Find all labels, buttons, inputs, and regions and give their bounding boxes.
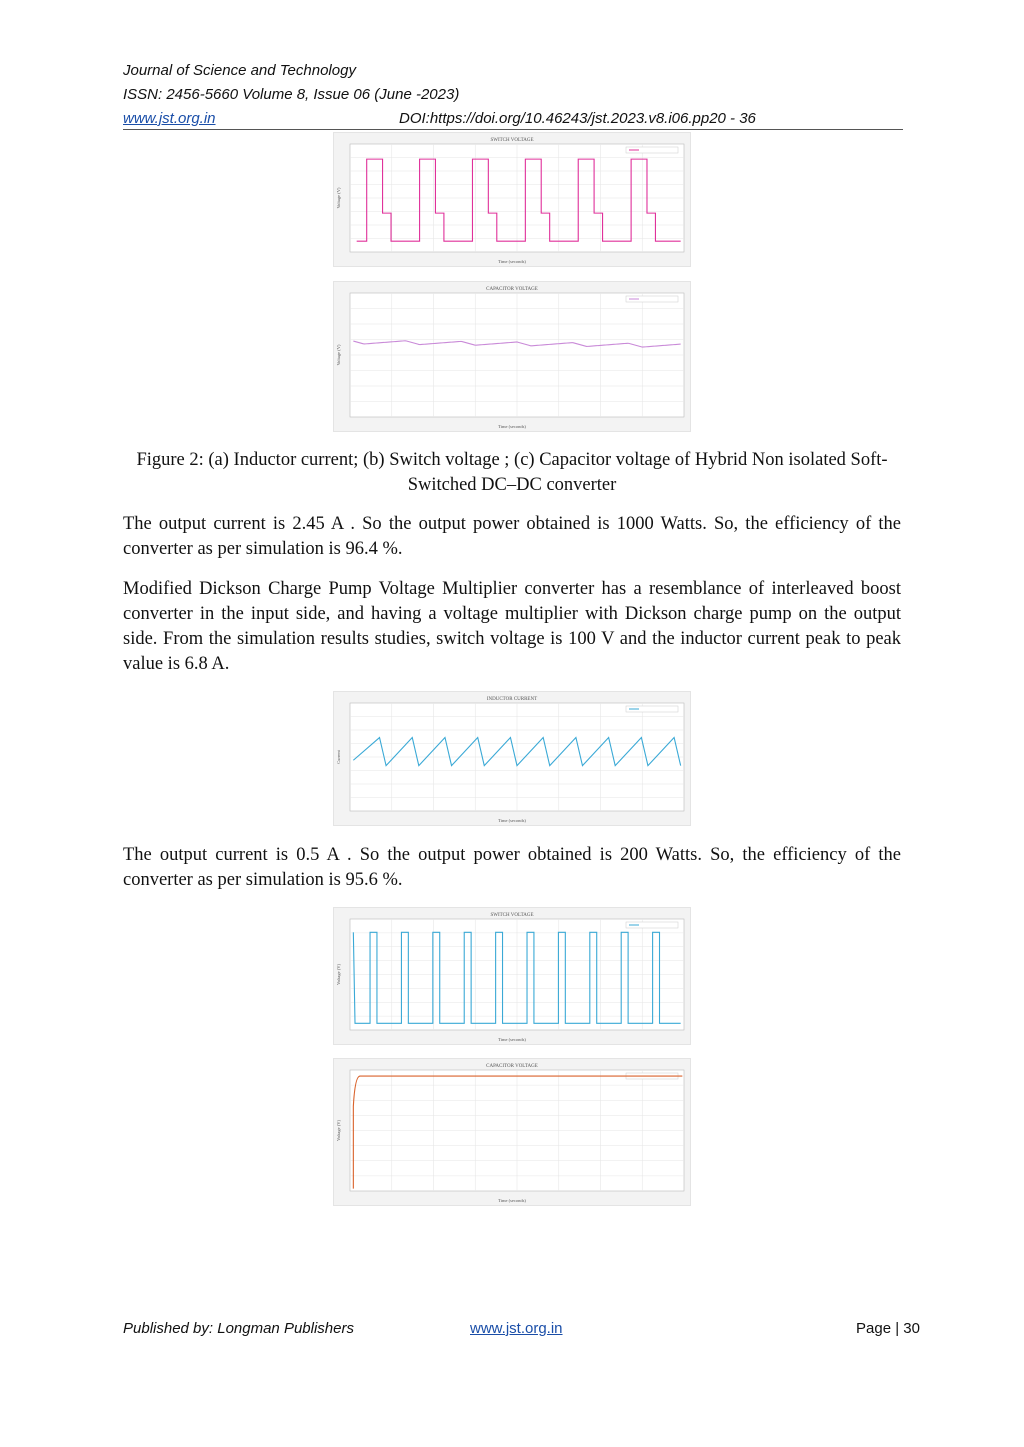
paragraph-dickson: Modified Dickson Charge Pump Voltage Multiplier converter has a resemblance of interleaved boost converter in the input side, and having a voltage multiplier with Dickson charge pump on the output side. From the simulation results studies, switch voltage is 100 V and the inductor current peak to peak value is 6.8 A.	[123, 579, 901, 674]
plot4-ylabel: Voltage (V)	[336, 963, 341, 986]
plot3-title: INDUCTOR CURRENT	[486, 697, 538, 702]
journal-title: Journal of Science and Technology	[123, 62, 356, 79]
plot4-title: SWITCH VOLTAGE	[490, 913, 534, 918]
footer-page-number: Page | 30	[856, 1320, 920, 1337]
plot2-svg	[334, 282, 690, 431]
header-website-link[interactable]: www.jst.org.in	[123, 110, 216, 127]
switch-voltage-plot-1	[333, 132, 691, 267]
inductor-current-plot	[333, 691, 691, 826]
plot1-xlabel: Time (seconds)	[498, 259, 526, 264]
switch-voltage-plot-2	[333, 907, 691, 1045]
footer-website-link[interactable]: www.jst.org.in	[470, 1320, 563, 1337]
capacitor-voltage-plot-2	[333, 1058, 691, 1206]
header-rule	[123, 129, 903, 130]
paragraph-output-2: The output current is 0.5 A . So the output power obtained is 200 Watts. So, the efficiency of the converter as per simulation is 95.6 %.	[123, 845, 901, 890]
paragraph-output-1: The output current is 2.45 A . So the output power obtained is 1000 Watts. So, the efficiency of the converter as per simulation is 96.4 %.	[123, 514, 901, 559]
figure-caption: Figure 2: (a) Inductor current; (b) Switch voltage ; (c) Capacitor voltage of Hybrid Non isolated Soft-Switched DC–DC converter	[136, 450, 888, 495]
footer-link-wrap	[470, 1320, 563, 1337]
plot2-title: CAPACITOR VOLTAGE	[486, 287, 538, 292]
plot3-xlabel: Time (seconds)	[498, 818, 526, 823]
plot5-xlabel: Time (seconds)	[498, 1198, 526, 1203]
plot4-xlabel: Time (seconds)	[498, 1037, 526, 1042]
doi-text: DOI:https://doi.org/10.46243/jst.2023.v8.i06.pp20 - 36	[399, 110, 756, 127]
plot2-ylabel: Voltage (V)	[336, 344, 341, 366]
plot1-svg	[334, 133, 690, 266]
plot5-svg	[334, 1059, 690, 1205]
header-links-row	[123, 110, 216, 127]
plot2-xlabel: Time (seconds)	[498, 424, 526, 429]
plot5-title: CAPACITOR VOLTAGE	[486, 1064, 538, 1069]
plot5-ylabel: Voltage (V)	[336, 1119, 341, 1142]
footer-publisher: Published by: Longman Publishers	[123, 1320, 354, 1337]
plot4-svg	[334, 908, 690, 1044]
plot1-title: SWITCH VOLTAGE	[490, 138, 534, 143]
plot3-ylabel: Current	[336, 750, 341, 764]
capacitor-voltage-plot-1	[333, 281, 691, 432]
plot1-ylabel: Voltage (V)	[336, 187, 341, 209]
issn-line: ISSN: 2456-5660 Volume 8, Issue 06 (June -2023)	[123, 86, 460, 103]
plot3-svg	[334, 692, 690, 825]
